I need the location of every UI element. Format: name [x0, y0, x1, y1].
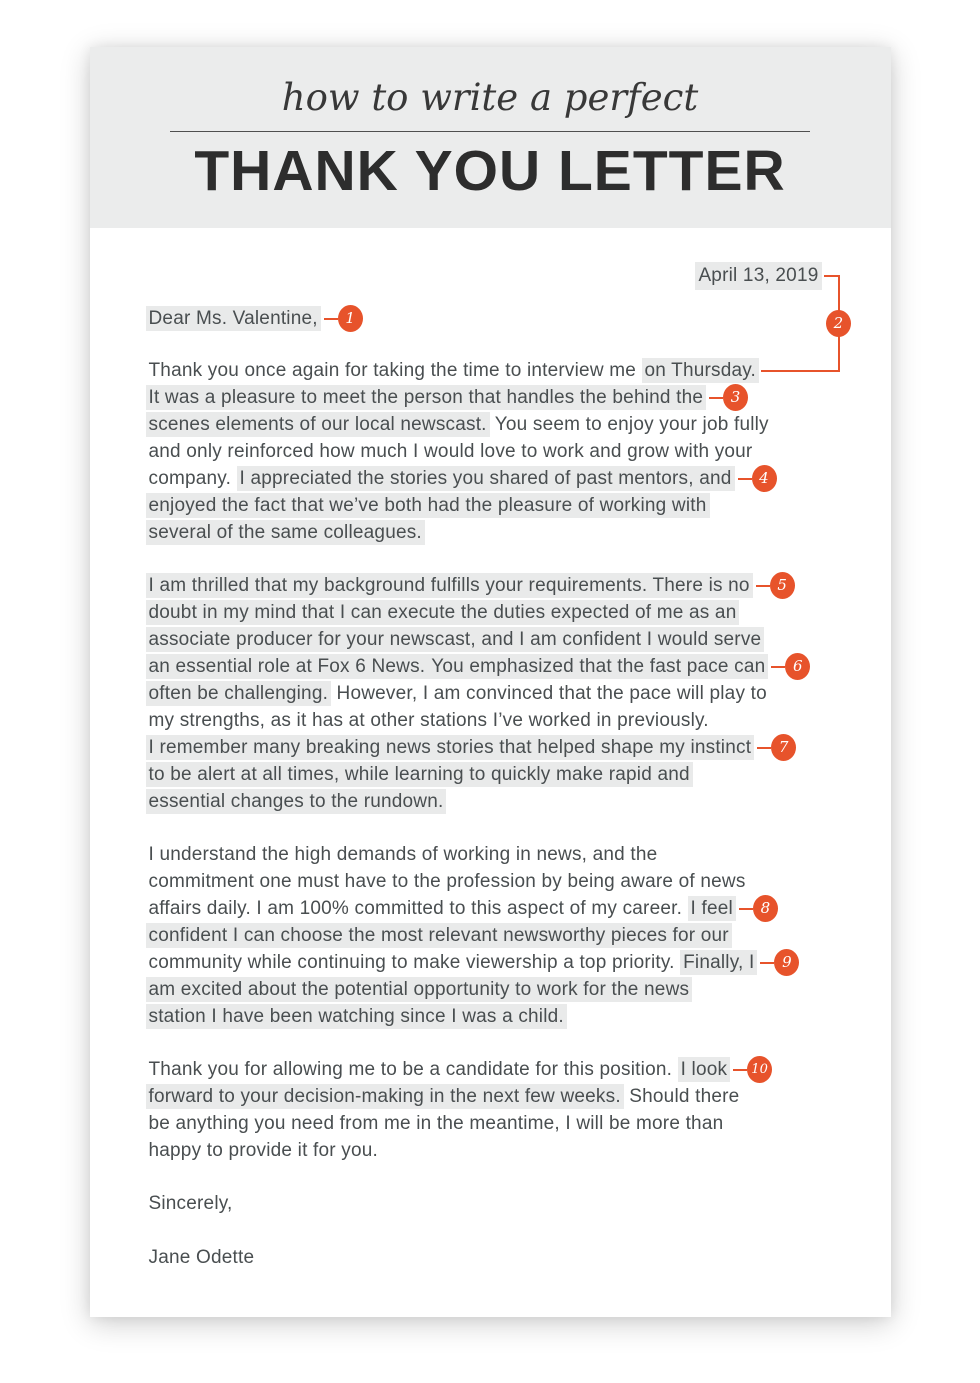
page-title: THANK YOU LETTER [194, 138, 786, 203]
highlighted-text: I remember many breaking news stories that helped shape my instinct [146, 735, 755, 760]
highlighted-text: confident I can choose the most relevant newsworthy pieces for our [146, 923, 732, 948]
letter-line [149, 1110, 891, 1137]
highlighted-text: associate producer for your newscast, and I am confident I would serve [146, 627, 765, 652]
callout-badge-1 [324, 305, 363, 332]
highlighted-text: It was a pleasure to meet the person that handles the behind the [146, 385, 707, 410]
callout-badge-5 [756, 572, 795, 599]
letter-line [149, 761, 891, 788]
letter-text: happy to provide it for you. [148, 1139, 379, 1161]
date-text: April 13, 2019 [695, 262, 821, 290]
callout-badge-6 [771, 653, 810, 680]
closing-text: Sincerely, [148, 1192, 233, 1214]
letter-line [149, 1083, 891, 1110]
letter-text: be anything you need from me in the meantime, I will be more than [148, 1112, 724, 1134]
letter-line [149, 707, 891, 734]
callout-number-circle: 6 [785, 653, 810, 680]
highlighted-text: essential changes to the rundown. [146, 789, 447, 814]
letter-line [149, 465, 891, 492]
callout-connector-line [733, 1069, 747, 1071]
highlighted-text: I look [678, 1057, 731, 1082]
callout-badge-10 [733, 1056, 772, 1083]
signature-row [149, 1244, 891, 1271]
callout-badge-2: 2 [826, 310, 851, 337]
highlighted-text: enjoyed the fact that we’ve both had the pleasure of working with [146, 493, 710, 518]
letter-line [149, 895, 891, 922]
salutation-row [149, 305, 891, 332]
callout-connector-line [757, 747, 771, 749]
highlighted-text: on Thursday. [642, 358, 760, 383]
callout-badge-8 [739, 895, 778, 922]
highlighted-text: doubt in my mind that I can execute the duties expected of me as an [146, 600, 740, 625]
header-divider [170, 131, 810, 132]
letter-line [149, 680, 891, 707]
letter-line [149, 976, 891, 1003]
letter-line [149, 949, 891, 976]
callout-connector-line [760, 962, 774, 964]
letter-text: Should there [623, 1085, 740, 1107]
highlighted-text: station I have been watching since I was a child. [146, 1004, 567, 1029]
letter-text: You seem to enjoy your job fully [489, 413, 769, 435]
callout-connector-line [324, 318, 338, 320]
highlighted-text: I appreciated the stories you shared of past mentors, and [237, 466, 735, 491]
callout-number-circle: 4 [752, 465, 777, 492]
date-row [149, 262, 891, 290]
signature-text: Jane Odette [148, 1246, 255, 1268]
callout-badge-7 [757, 734, 796, 761]
callout-number-circle: 10 [747, 1056, 772, 1083]
letter-paragraphs [149, 357, 891, 1164]
highlighted-text: to be alert at all times, while learning to quickly make rapid and [146, 762, 693, 787]
letter-line [149, 438, 891, 465]
callout-connector-line [756, 585, 770, 587]
letter-line [149, 868, 891, 895]
letter-paragraph [149, 357, 891, 546]
callout-connector-line [739, 908, 753, 910]
letter-text: and only reinforced how much I would love to work and grow with your [148, 440, 753, 462]
highlighted-text: several of the same colleagues. [146, 520, 425, 545]
callout-connector-line [738, 478, 752, 480]
letter-line [149, 599, 891, 626]
letter-body [90, 228, 891, 1271]
letter-card [90, 47, 891, 1317]
letter-text: I understand the high demands of working in news, and the [148, 843, 658, 865]
header-eyebrow: how to write a perfect [281, 76, 699, 119]
callout-number-circle: 7 [771, 734, 796, 761]
letter-text: commitment one must have to the profession by being aware of news [148, 870, 746, 892]
highlighted-text: an essential role at Fox 6 News. [146, 654, 429, 679]
header [90, 47, 891, 228]
callout-connector-line [771, 666, 785, 668]
letter-line [149, 519, 891, 546]
letter-paragraph [149, 572, 891, 815]
letter-line [149, 734, 891, 761]
letter-text: my strengths, as it has at other stations I’ve worked in previously. [148, 709, 709, 731]
callout-connector-line [709, 397, 723, 399]
letter-line [149, 384, 891, 411]
letter-line [149, 572, 891, 599]
highlighted-text: I am thrilled that my background fulfills your requirements. There is no [146, 573, 753, 598]
letter-text: However, I am convinced that the pace will play to [331, 682, 767, 704]
letter-paragraph [149, 841, 891, 1030]
letter-text: affairs daily. I am 100% committed to this aspect of my career. [148, 897, 688, 919]
highlighted-text: I feel [688, 896, 736, 921]
callout-number-circle: 1 [338, 305, 363, 332]
letter-line [149, 1137, 891, 1164]
letter-text: community while continuing to make viewership a top priority. [148, 951, 681, 973]
letter-line [149, 411, 891, 438]
callout-number-circle: 8 [753, 895, 778, 922]
callout-number-circle: 3 [723, 384, 748, 411]
highlighted-text: Finally, I [680, 950, 757, 975]
letter-line [149, 922, 891, 949]
callout-number-circle: 5 [770, 572, 795, 599]
highlighted-text: am excited about the potential opportunity to work for the news [146, 977, 693, 1002]
highlighted-text: forward to your decision-making in the next few weeks. [146, 1084, 624, 1109]
letter-line [149, 1003, 891, 1030]
letter-line [149, 492, 891, 519]
callout-badge-9 [760, 949, 799, 976]
callout-number-circle: 9 [774, 949, 799, 976]
callout-badge-4 [738, 465, 777, 492]
salutation-text: Dear Ms. Valentine, [146, 306, 321, 331]
letter-line [149, 1056, 891, 1083]
highlighted-text: You emphasized that the fast pace can [428, 654, 768, 679]
closing-row [149, 1190, 891, 1217]
letter-line [149, 653, 891, 680]
highlighted-text: scenes elements of our local newscast. [146, 412, 490, 437]
callout-2-connector-bottom [761, 370, 839, 372]
callout-badge-3 [709, 384, 748, 411]
letter-line [149, 788, 891, 815]
highlighted-text: often be challenging. [146, 681, 332, 706]
letter-paragraph [149, 1056, 891, 1164]
letter-text: Thank you for allowing me to be a candidate for this position. [148, 1058, 678, 1080]
letter-text: company. [148, 467, 237, 489]
letter-text: Thank you once again for taking the time to interview me [148, 359, 642, 381]
letter-line [149, 841, 891, 868]
letter-line [149, 626, 891, 653]
